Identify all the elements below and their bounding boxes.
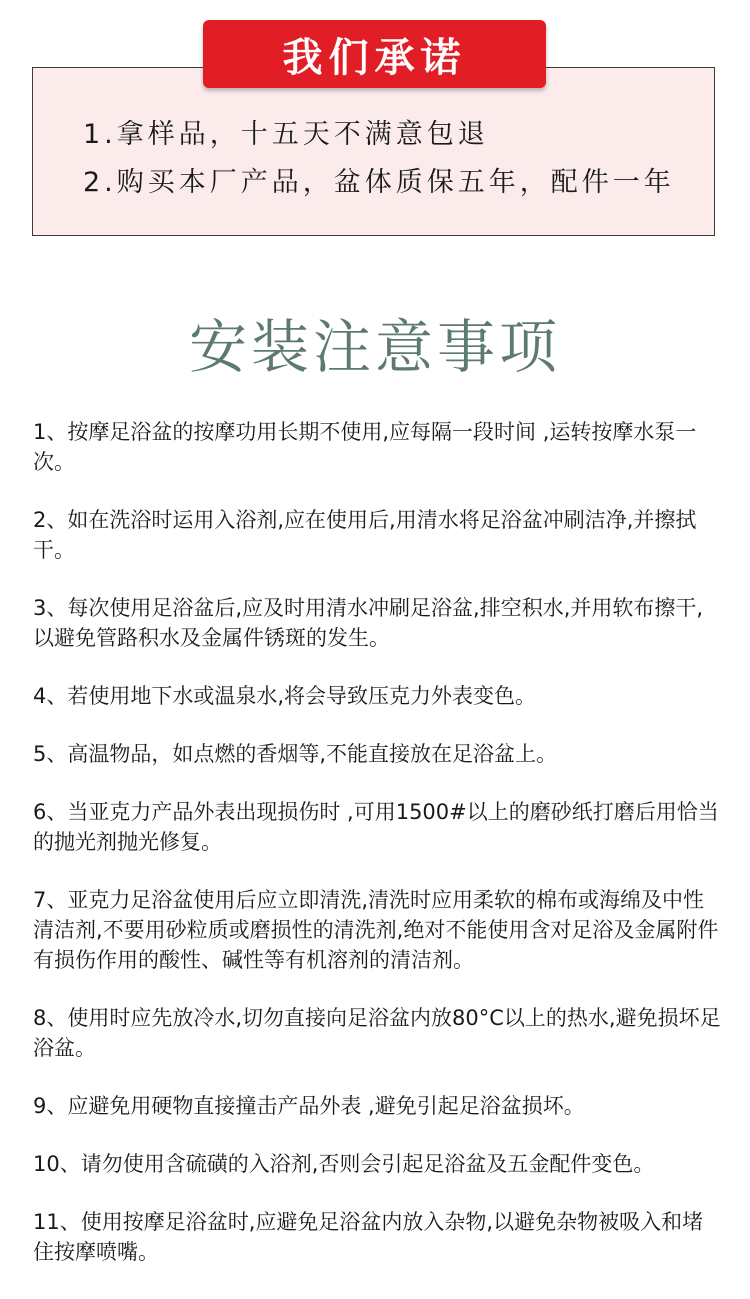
install-title: 安装注意事项 — [188, 313, 561, 381]
note-item-10: 10、请勿使用含硫磺的入浴剂,否则会引起足浴盆及五金配件变色。 — [33, 1152, 655, 1176]
note-item-5: 5、高温物品，如点燃的香烟等,不能直接放在足浴盆上。 — [33, 742, 558, 766]
note-item-6: 6、当亚克力产品外表出现损伤时 ,可用1500#以上的磨砂纸打磨后用恰当的抛光剂抛光修复。 — [33, 800, 719, 854]
note-item-11: 11、使用按摩足浴盆时,应避免足浴盆内放入杂物,以避免杂物被吸入和堵住按摩喷嘴。 — [33, 1210, 704, 1264]
note-item-3: 3、每次使用足浴盆后,应及时用清水冲刷足浴盆,排空积水,并用软布擦干,以避免管路积水及金属件锈斑的发生。 — [33, 596, 704, 650]
promise-item-2: 2.购买本厂产品，盆体质保五年，配件一年 — [83, 167, 675, 198]
promise-list — [83, 111, 675, 207]
note-item-1: 1、按摩足浴盆的按摩功用长期不使用,应每隔一段时间 ,运转按摩水泵一次。 — [33, 420, 697, 474]
note-item-7: 7、亚克力足浴盆使用后应立即清洗,清洗时应用柔软的棉布或海绵及中性清洁剂,不要用砂粒质或磨损性的清洗剂,绝对不能使用含对足浴及金属附件有损伤作用的酸性、碱性等有机溶剂的清洁剂。 — [33, 888, 719, 972]
promise-item-1: 1.拿样品，十五天不满意包退 — [83, 119, 489, 150]
note-item-4: 4、若使用地下水或温泉水,将会导致压克力外表变色。 — [33, 684, 537, 708]
install-notes-list — [33, 417, 723, 1267]
note-item-2: 2、如在洗浴时运用入浴剂,应在使用后,用清水将足浴盆冲刷洁净,并擦拭干。 — [33, 508, 697, 562]
note-item-9: 9、应避免用硬物直接撞击产品外表 ,避免引起足浴盆损坏。 — [33, 1094, 585, 1118]
promise-banner: 我们承诺 — [203, 20, 546, 88]
note-item-8: 8、使用时应先放冷水,切勿直接向足浴盆内放80°C以上的热水,避免损坏足浴盆。 — [33, 1006, 721, 1060]
promise-box — [32, 67, 715, 236]
